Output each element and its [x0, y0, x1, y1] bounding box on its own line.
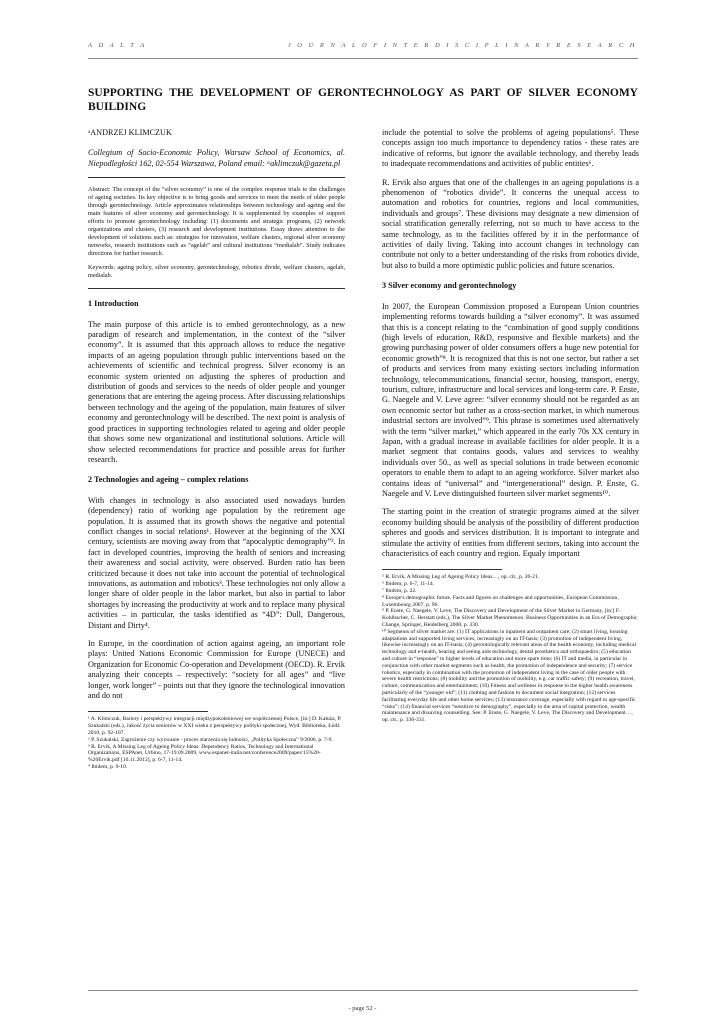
header-divider: [88, 58, 638, 59]
footnote: ⁵ R. Ervik, A Missing Leg of Ageing Policy Ideas…, op. cit., p. 20-21.: [382, 574, 540, 581]
right-paragraph-2: R. Ervik also argues that one of the challenges in an ageing populations is a phenomenon of “robotics divide”. It concerns the unequal access to automation and robotics for countries, regions and local communities, individuals and groups⁷. These divisions may designate a new dimension of social stratification generally referring, not so much to have access to the same technology, as to the facilities offered by it in the performance of activities of daily living. Taking into account changes in technology can contribute not only to a better understanding of the risks from robotics divide, but also to build a more optimistic public policies and future scenarios.: [382, 177, 639, 270]
author-name: ᵃANDRZEJ KLIMCZUK: [88, 128, 172, 137]
abstract-bottom-rule: [88, 288, 345, 289]
footnote: ¹⁰ Segments of silver market are: (1) IT applications in inpatient and outpatient care; (2) smart living, housing adaptations and supported living services, increasingly on an IT-basis; (3) promotion of independent living, likewise increasingly on an IT-basis; (4) gerontologically relevant areas of the health economy, including medical technology and e-health, hearing and seeing aids technology, dental prosthetics and orthopaedics; (5) education and culture in “response” to higher levels of education and more spare time; (6) IT and media, in particular in conjunction with other market segments such as health, the promotion of independence and security; (7) service robotics, especially in combination with the promotion of independent living in the case of older people with severe health restrictions; (8) mobility and the promotion of mobility, e.g. car traffic safety; (9) recreation, travel, culture, communication and entertainment; (10) Fitness and wellness in response to the higher health awareness particularly of the “younger old”; (11) clothing and fashion to document social integration; (12) services facilitating everyday life and other home services; (13) insurance coverage, especially with regard to age-specific “risks”; (14) financial services “sensitive to demography”, especially in the area of capital protection, wealth maintenance and dissaving counselling. See: P. Enste, G. Naegele, V. Leve, The Discovery and Development…, op. cit., p. 330-331.: [382, 628, 637, 724]
journal-header-left: A D A L T A: [88, 42, 147, 49]
footnote: ² P. Szukalski, Zagrożenie czy wyzwanie - proces starzenia się ludności, „Polityka Społeczna” 9/2006, p. 7-9.: [88, 736, 333, 743]
footnote: ³ R. Ervik, A Missing Leg of Ageing Policy Ideas: Dependency Ratios, Technology and International Organizations, ESPAnet, Urbino, 17-19.09.2009, www.espanet-italia.net/conference2009/paper/15%20-%20Ervik.pdf [10.11.2012], p. 6-7, 11-14.: [88, 743, 321, 764]
keywords-text: Keywords: ageing policy, silver economy, gerontechnology, robotics divide, welfare clusters, agelab, medialab.: [88, 264, 345, 280]
technologies-paragraph-2: In Europe, in the coordination of action against ageing, an important role plays: United Nations Economic Commission for Europe (UNECE) and Organization for Economic Co-operation and Development (OECD). R. Ervik analyzing their concepts – respectively: “society for all ages” and “live longer, work longer” - points out that they ignore the technological innovation and do not: [88, 639, 345, 701]
abstract-top-rule: [88, 177, 345, 178]
section-heading-silver-economy: 3 Silver economy and gerontechnology: [382, 281, 517, 291]
right-column: [382, 128, 639, 724]
intro-paragraph: The main purpose of this article is to embed gerontechnology, as a new paradigm of research and implementation, in the context of the “silver economy”. It is assumed that this approach allows to reduce the negative impacts of an ageing population through public interventions based on the achievements of scientific and technical progress. Silver economy is an economic system oriented on adjusting the spheres of production and distribution of goods and services to the needs of older people and younger generations that are entering the ageing process. After discussing relationships between technology and the ageing of the population, main features of silver economy and gerontechnology will be described. The next point is analysis of good practices in supporting technologies related to ageing and older people that shows some new organizational and institutional solutions. Article will show selected recommendations for practice and possible areas for further research.: [88, 319, 345, 464]
footnote: ⁴ Ibidem, p. 9-10.: [88, 764, 128, 771]
journal-header-right: J O U R N A L O F I N T E R D I S C I P L I N A R Y R E S E A R C H: [287, 42, 637, 49]
footnote: ⁷ Ibidem, p. 22.: [382, 588, 417, 595]
silver-paragraph-2: The starting point in the creation of strategic programs aimed at the silver economy building should be analysis of the possibility of different production spheres and goods and services distribution. It is important to integrate and stimulate the activity of entities from different sectors, taking into account the characteristics of each country and region. Equaly important: [382, 507, 639, 559]
section-heading-introduction: 1 Introduction: [88, 299, 139, 309]
left-column: [88, 128, 345, 771]
footer-divider: [88, 990, 638, 991]
footnote: ¹ A. Klimczuk, Bariery i perspektywy integracji międzypokoleniowej we współczesnej Polsce, [in:] D. Kałuża, P. Szukalski (eds.), Jakość życia seniorów w XXI wieku z perspektywy polityki społecznej, Wyd. Biblioteka, Łódź 2010, p. 92-107.: [88, 716, 342, 737]
footnote-rule-left: [88, 711, 208, 712]
footnote: ⁹ P. Enste, G. Naegele, V. Leve, The Discovery and Development of the Silver Market in Germany, [in:] F. Kohlbacher, C. Herstatt (eds.), The Silver Market Phenomenon. Business Opportunities in an Era of Demographic Change, Springer, Heidelberg 2008, p. 330.: [382, 608, 638, 629]
silver-paragraph-1: In 2007, the European Commission proposed a European Union countries implementing reforms towards building a “silver economy”. It was assumed that this is a concept relating to the “combination of good supply conditions (high levels of education, R&D, responsive and flexible markets) and the growing purchasing power of older consumers offers a huge new potential for economic growth”⁸. It is recognized that this is not one sector, but rather a set of products and services from many existing sectors including information technology, telecommunications, financial sector, housing, transport, energy, tourism, culture, infrastructure and local services and long-term care. P. Enste, G. Naegele and V. Leve agree: “silver economy should not be regarded as an own economic sector but rather as a cross-section market, in which numerous industrial sectors are involved”⁹. This phrase is sometimes used alternatively with the term “silver market,” which appeared in the early 70s XX century in Japan, with a gradual increase in available facilities for older people. It is a market segment that contains goods, values and services to wealthy individuals over 50., as well as special solutions in trade between economic operators to enable them to adapt to an ageing workforce. Silver market also contains ideas of “universal” and “intergenerational” design. P. Enste, G. Naegele and V. Leve distinguished fourteen silver market segments¹⁰.: [382, 301, 639, 498]
abstract-text: Abstract: The concept of the “silver economy” is one of the complex response trials to the challenges of ageing societies. Its key objective is to bring goods and services to meet the needs of older people through gerontechnology. Article approximates relationships between technology and ageing and the main features of silver economy and gerontechnology. It is supplemented by examples of support efforts to promote gerontechnology including: (1) documents and strategic programs, (2) network organizations and clusters, (3) research and development institutions. Essay draws attention to the development of solutions such as: strategies for innovation, welfare clusters, regional silver economy networks, research institutions such as “agelab” and cultural institutions “medialab”. Study indicates directions for further research.: [88, 186, 345, 258]
right-paragraph-1: include the potential to solve the problems of ageing populations⁵. These concepts assign too much importance to dependency ratios - these rates are indicative of reforms, but ignore the available technology, and thereby leads to inadequate recommendations and activities of public entities⁶.: [382, 128, 639, 169]
article-title: SUPPORTING THE DEVELOPMENT OF GERONTECHNOLOGY AS PART OF SILVER ECONOMY BUILDING: [88, 87, 638, 113]
page-number: - page 52 -: [348, 1005, 377, 1012]
footnote: ⁸ Europe's demographic future. Facts and figures on challenges and opportunities, European Commission, Luxembourg 2007, p. 96.: [382, 594, 619, 608]
technologies-paragraph-1: With changes in technology is also associated used nowadays burden (dependency) ratio of working age population by the retirement age population. It is assumed that its growth shows the negative and potential conflict changes in social relations¹. However at the beginning of the XXI century, scientists are moving away from that “apocalyptic demography”². In fact in developed countries, improving the health of seniors and increasing their awareness and social activity, were observed. Burden ratio has been criticized because it does not take into account the potential of technological innovations, as automation and robotics³. These technologies not only allow a longer share of older people in the labor market, but also in partial to labor shortages by increasing the productivity at work and to replace many physical activities – in particular, the tasks identified as “4D”: Dull, Dangerous, Distant and Dirty⁴.: [88, 495, 345, 630]
footnote: ⁶ Ibidem, p. 6-7, 11-14.: [382, 581, 435, 588]
section-heading-technologies: 2 Technologies and ageing – complex relations: [88, 475, 249, 485]
author-affiliation: Collegium of Socio-Economic Policy, Warsaw School of Economics, al. Niepodległości 162, 02-554 Warszawa, Poland email: ᵃaklimczuk@gazeta.pl: [88, 148, 345, 168]
footnote-rule-right: [382, 569, 502, 570]
